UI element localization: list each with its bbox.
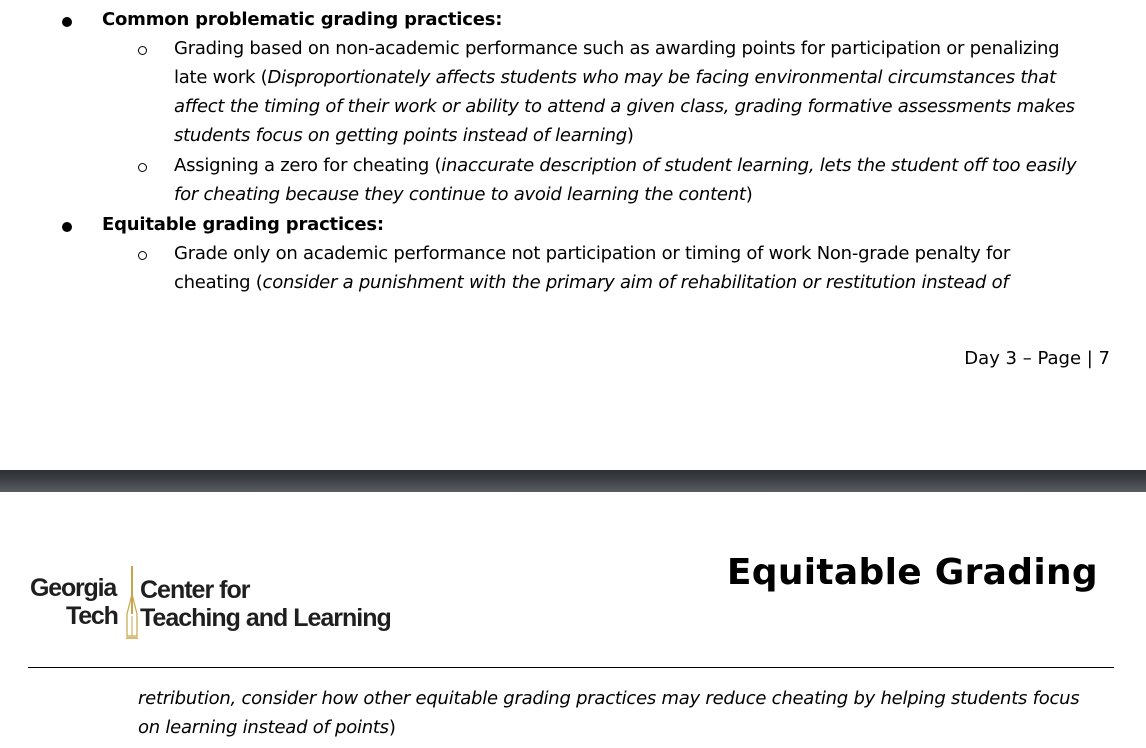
- text-line: Grade only on academic performance not participation or timing of work Non-grade penalty for: [174, 243, 1011, 264]
- sub-bullet-marker: [138, 251, 147, 260]
- text-line: for cheating because they continue to avoid learning the content): [174, 184, 753, 205]
- continuation-line: retribution, consider how other equitable grading practices may reduce cheating by helping students focus: [138, 688, 1080, 709]
- continuation-line: on learning instead of points): [138, 717, 396, 738]
- page-divider: [0, 470, 1146, 492]
- logo-tower-icon: [126, 566, 138, 640]
- page-number: Day 3 – Page | 7: [964, 348, 1110, 369]
- logo-tech: Tech: [66, 602, 118, 630]
- georgia-tech-ctl-logo: [30, 566, 410, 642]
- text-line: Assigning a zero for cheating (inaccurate description of student learning, lets the student off too easily: [174, 155, 1077, 176]
- logo-center-for: Center for: [140, 576, 250, 604]
- logo-georgia: Georgia: [30, 574, 117, 602]
- sub-bullet-marker: [138, 46, 147, 55]
- header-rule: [28, 667, 1114, 668]
- text-line: cheating (consider a punishment with the primary aim of rehabilitation or restitution instead of: [174, 272, 1009, 293]
- document-title: Equitable Grading: [726, 552, 1098, 593]
- sub-bullet-marker: [138, 163, 147, 172]
- text-line: late work (Disproportionately affects students who may be facing environmental circumstances that: [174, 67, 1056, 88]
- text-line: students focus on getting points instead of learning): [174, 125, 634, 146]
- section-heading-equitable: Equitable grading practices:: [102, 214, 384, 235]
- bullet-marker: [62, 222, 72, 232]
- logo-teaching-learning: Teaching and Learning: [140, 604, 391, 632]
- bullet-marker: [62, 17, 72, 27]
- text-line: affect the timing of their work or ability to attend a given class, grading formative assessments makes: [174, 96, 1075, 117]
- text-line: Grading based on non-academic performance such as awarding points for participation or penalizing: [174, 38, 1060, 59]
- section-heading-problematic: Common problematic grading practices:: [102, 9, 503, 30]
